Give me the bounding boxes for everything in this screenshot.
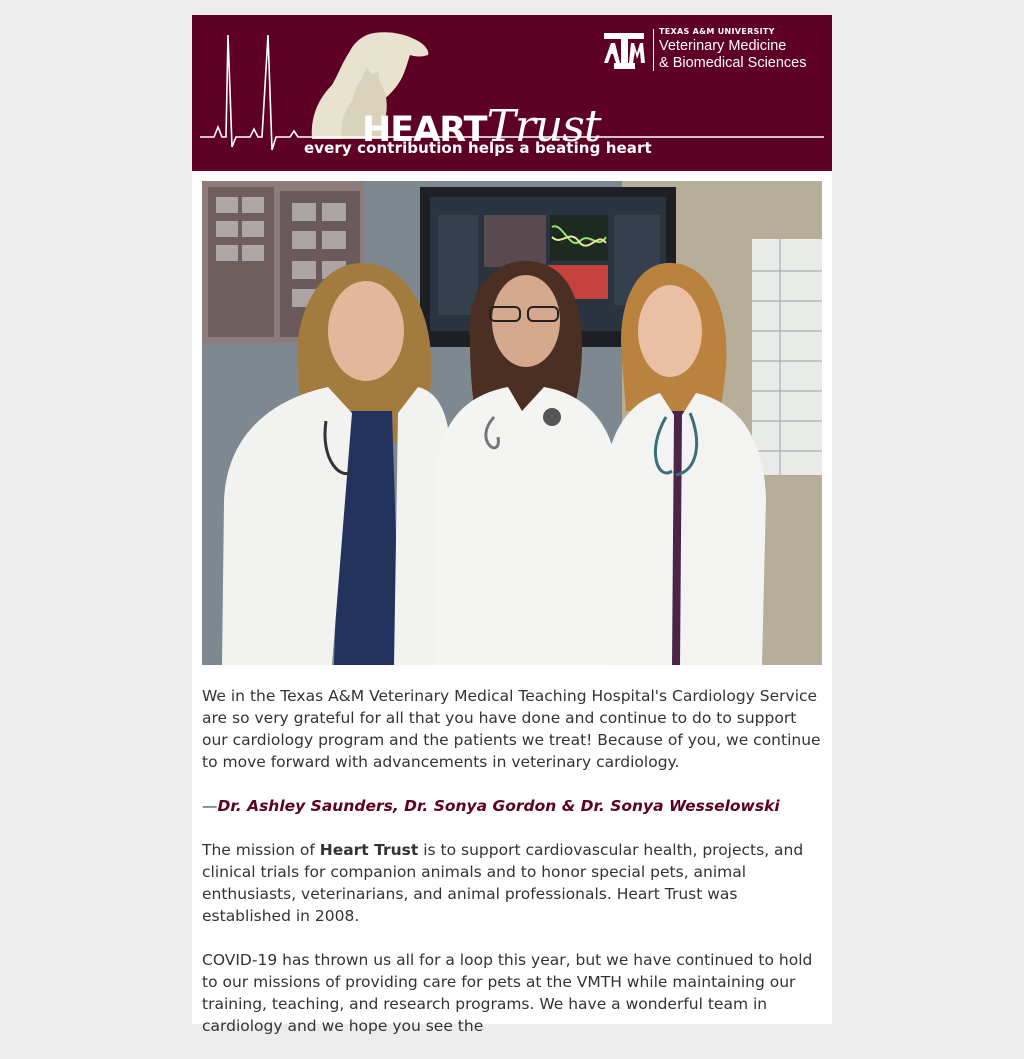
mission-bold: Heart Trust — [319, 841, 419, 859]
college-name-line2: & Biomedical Sciences — [659, 55, 807, 71]
mission-paragraph — [202, 839, 822, 927]
signature-line — [202, 795, 822, 817]
mission-rest: is to support cardiovascular health, projects, and clinical trials for companion animals and to honor special pets, animal enthusiasts, veterinarians, and animal professionals. Heart Trust was established in 2008. — [202, 841, 804, 925]
signature-names: Dr. Ashley Saunders, Dr. Sonya Gordon & Dr. Sonya Wesselowski — [217, 797, 780, 815]
letter-body — [202, 685, 822, 1059]
college-name-line1: Veterinary Medicine — [659, 38, 787, 54]
banner-tagline: every contribution helps a beating heart — [304, 139, 652, 157]
atm-logo-icon — [602, 29, 646, 71]
signature-dash: — — [202, 797, 218, 815]
heart-trust-banner[interactable] — [192, 15, 832, 171]
email-container — [192, 15, 832, 1035]
logo-trust-text: Trust — [486, 101, 601, 152]
thanks-paragraph: We in the Texas A&M Veterinary Medical Teaching Hospital's Cardiology Service are so very grateful for all that you have done and continue to do to support our cardiology program and the patients we treat! Because of you, we continue to move forward with advancements in veterinary cardiology. — [202, 687, 821, 771]
covid-paragraph: COVID-19 has thrown us all for a loop this year, but we have continued to hold to our missions of providing care for pets at the VMTH while maintaining our training, teaching, and research programs. We have a wonderful team in cardiology and we hope you see the — [202, 951, 813, 1035]
logo-divider — [653, 29, 654, 71]
cardiology-team-photo — [202, 181, 822, 665]
tamu-vmbs-logo[interactable] — [602, 27, 824, 77]
mission-prefix: The mission of — [202, 841, 320, 859]
logo-heart-text: HEART — [362, 110, 487, 150]
university-name: TEXAS A&M UNIVERSITY — [659, 27, 775, 36]
team-photo-icon — [202, 181, 822, 665]
